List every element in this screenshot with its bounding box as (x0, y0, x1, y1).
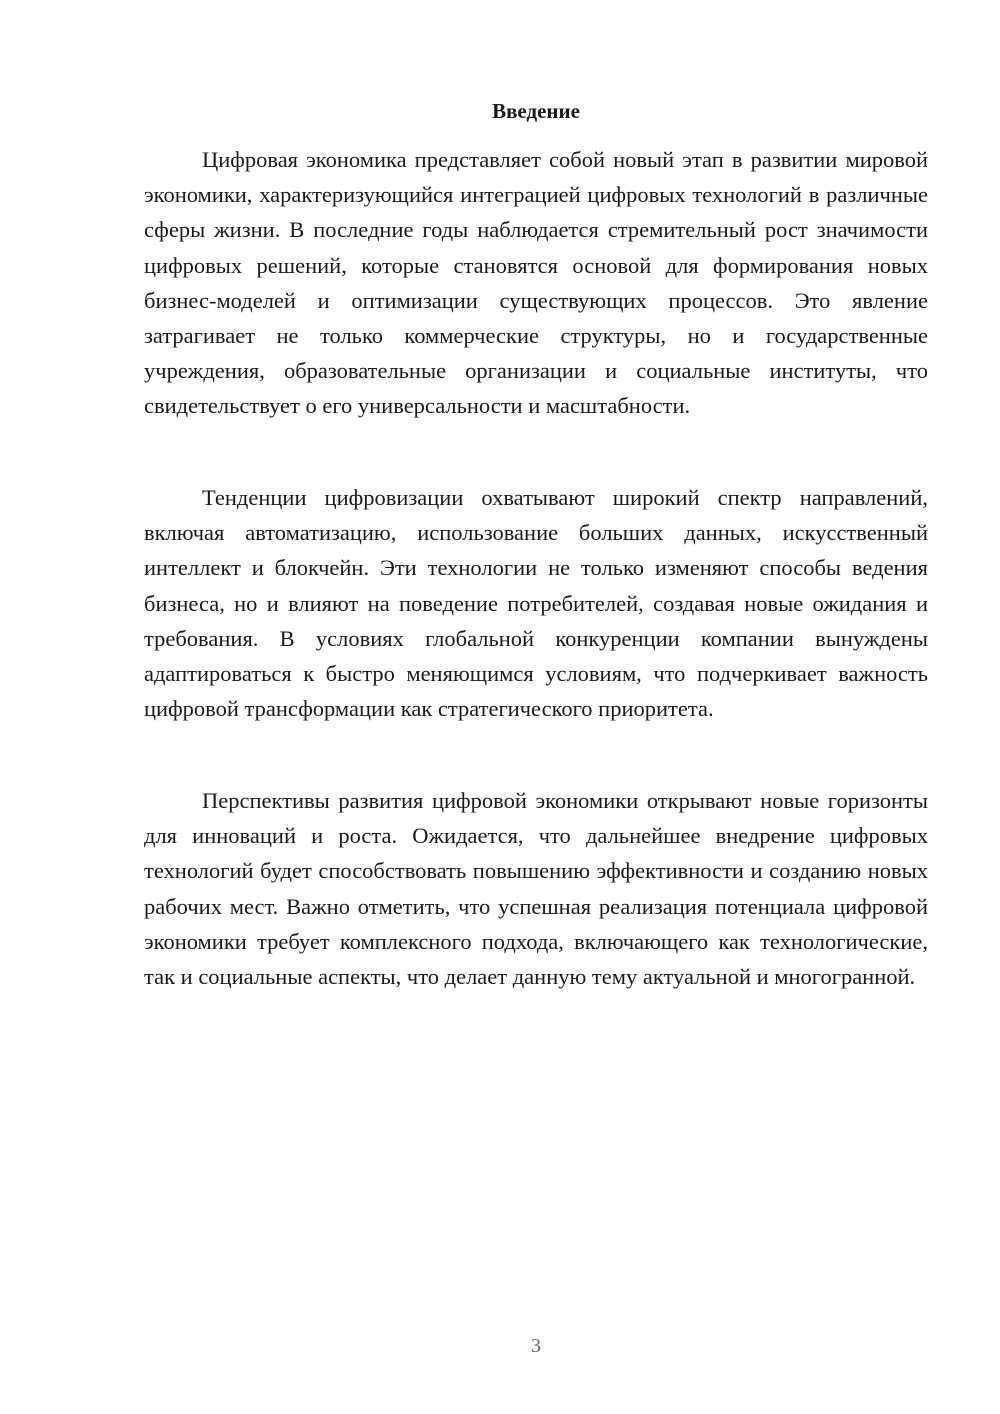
page-number: 3 (531, 1335, 541, 1357)
paragraph-intro: Цифровая экономика представляет собой новый этап в развитии мировой экономики, характеризующийся интеграцией цифровых технологий в различные сферы жизни. В последние годы наблюдается стремительный рост значимости цифровых решений, которые становятся основой для формирования новых бизнес-моделей и оптимизации существующих процессов. Это явление затрагивает не только коммерческие структуры, но и государственные учреждения, образовательные организации и социальные институты, что свидетельствует о его универсальности и масштабности. (144, 147, 928, 419)
paragraph-trends: Тенденции цифровизации охватывают широкий спектр направлений, включая автоматизацию, использование больших данных, искусственный интеллект и блокчейн. Эти технологии не только изменяют способы ведения бизнеса, но и влияют на поведение потребителей, создавая новые ожидания и требования. В условиях глобальной конкуренции компании вынуждены адаптироваться к быстро меняющимся условиям, что подчеркивает важность цифровой трансформации как стратегического приоритета. (144, 485, 928, 722)
paragraph-prospects: Перспективы развития цифровой экономики открывают новые горизонты для инноваций и роста. Ожидается, что дальнейшее внедрение цифровых технологий будет способствовать повышению эффективности и созданию новых рабочих мест. Важно отметить, что успешная реализация потенциала цифровой экономики требует комплексного подхода, включающего как технологические, так и социальные аспекты, что делает данную тему актуальной и многогранной. (144, 788, 928, 990)
page-title: Введение (492, 99, 580, 123)
